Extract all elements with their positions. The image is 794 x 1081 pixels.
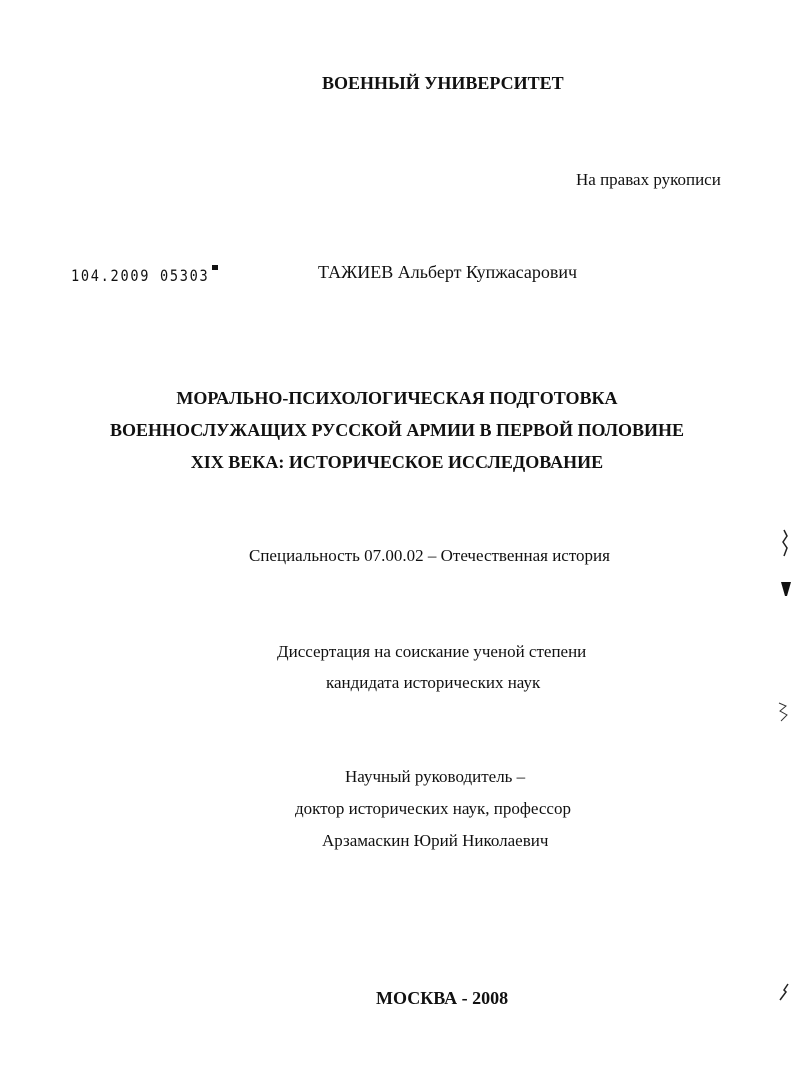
- university-name: ВОЕННЫЙ УНИВЕРСИТЕТ: [322, 73, 564, 93]
- author-name: ТАЖИЕВ Альберт Купжасарович: [318, 262, 578, 282]
- dissertation-degree-line-1: Диссертация на соискание ученой степени: [277, 642, 587, 661]
- supervisor-label: Научный руководитель –: [345, 767, 526, 786]
- scan-artifact-mark-1: [211, 264, 219, 272]
- scan-artifact-mark-3: [779, 580, 793, 598]
- dissertation-degree-line-2: кандидата исторических наук: [326, 673, 541, 692]
- city-year: МОСКВА - 2008: [376, 988, 509, 1008]
- thesis-title-line-2: ВОЕННОСЛУЖАЩИХ РУССКОЙ АРМИИ В ПЕРВОЙ ПОЛОВИНЕ: [109, 420, 685, 440]
- registration-number: 104.2009 05303: [71, 266, 210, 285]
- manuscript-rights-note: На правах рукописи: [576, 170, 721, 189]
- thesis-title-line-1: МОРАЛЬНО-ПСИХОЛОГИЧЕСКАЯ ПОДГОТОВКА: [176, 388, 618, 408]
- supervisor-degree: доктор исторических наук, профессор: [295, 799, 571, 818]
- scan-artifact-mark-5: [776, 982, 790, 1002]
- supervisor-name: Арзамаскин Юрий Николаевич: [322, 831, 549, 850]
- scan-artifact-mark-4: [776, 700, 790, 724]
- scan-artifact-mark-2: [778, 528, 792, 558]
- thesis-title-line-3: XIX ВЕКА: ИСТОРИЧЕСКОЕ ИССЛЕДОВАНИЕ: [190, 452, 604, 472]
- specialty-line: Специальность 07.00.02 – Отечественная история: [249, 546, 610, 565]
